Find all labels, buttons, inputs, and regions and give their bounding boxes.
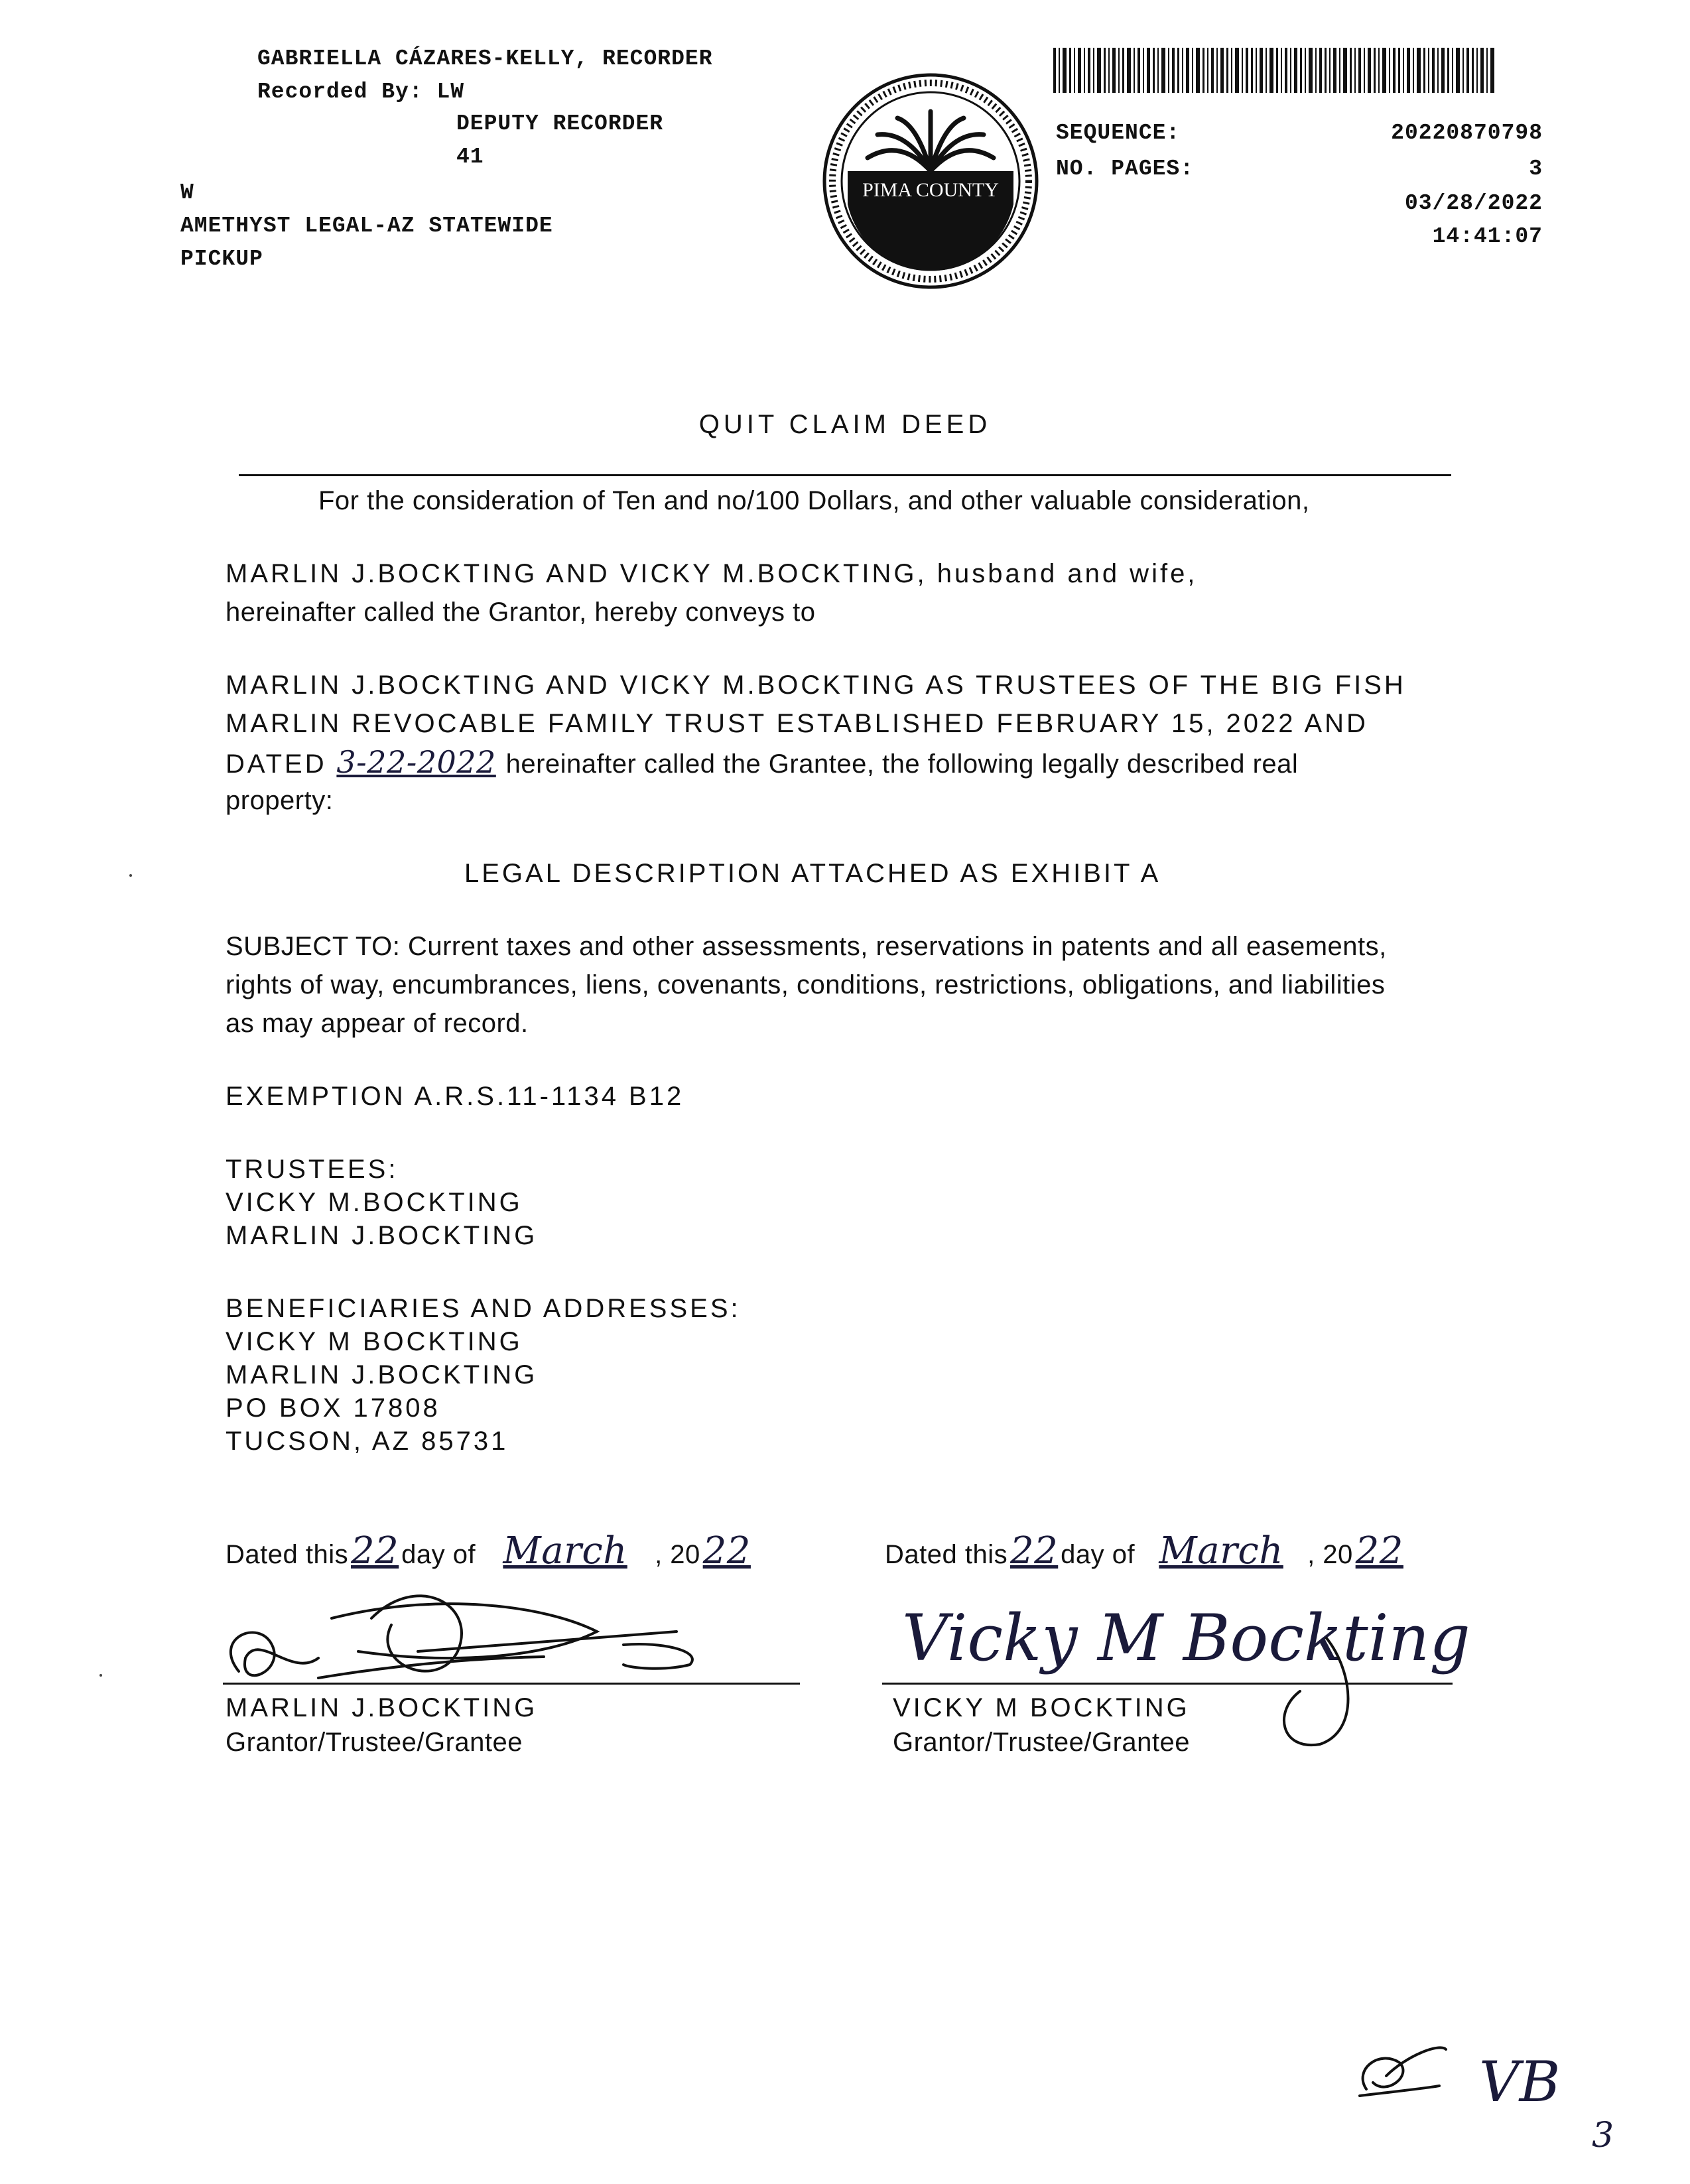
beneficiaries-heading: BENEFICIARIES AND ADDRESSES: xyxy=(226,1294,741,1323)
legal-description-note: LEGAL DESCRIPTION ATTACHED AS EXHIBIT A xyxy=(464,859,1161,888)
right-signer-name: VICKY M BOCKTING xyxy=(893,1693,1190,1722)
left-signer-role: Grantor/Trustee/Grantee xyxy=(226,1728,523,1757)
delivery-method: PICKUP xyxy=(180,247,263,271)
record-date: 03/28/2022 xyxy=(1404,191,1543,216)
left-month: March xyxy=(503,1529,627,1573)
grantee-line-3 xyxy=(226,743,1298,783)
beneficiary-address-1: PO BOX 17808 xyxy=(226,1393,440,1423)
scan-speck xyxy=(129,874,132,877)
right-dated-line xyxy=(885,1529,1406,1574)
left-year: 22 xyxy=(702,1529,751,1573)
right-signature-line xyxy=(882,1683,1453,1685)
grantee-line-3-text: hereinafter called the Grantee, the following legally described real xyxy=(505,749,1299,779)
deed-title: QUIT CLAIM DEED xyxy=(698,410,992,439)
page-number-mark: 3 xyxy=(1592,2116,1614,2155)
grantee-line-4: property: xyxy=(226,786,334,815)
exemption-line: EXEMPTION A.R.S.11-1134 B12 xyxy=(226,1082,684,1111)
beneficiary-2: MARLIN J.BOCKTING xyxy=(226,1360,538,1389)
scan-speck xyxy=(99,1674,102,1677)
left-year-prefix: , 20 xyxy=(655,1540,700,1569)
sequence-label: SEQUENCE: xyxy=(1056,121,1181,145)
left-dated-line xyxy=(226,1529,753,1574)
record-time: 14:41:07 xyxy=(1432,224,1543,249)
pages-value: 3 xyxy=(1529,157,1543,181)
right-month: March xyxy=(1159,1529,1283,1573)
seal-label: PIMA COUNTY xyxy=(862,179,999,201)
right-day-of: day of xyxy=(1061,1540,1136,1569)
consideration-clause: For the consideration of Ten and no/100 Dollars, and other valuable consideration, xyxy=(318,486,1310,515)
subject-line-3: as may appear of record. xyxy=(226,1009,529,1038)
vicky-signature-flourish xyxy=(1260,1632,1393,1764)
right-signer-role: Grantor/Trustee/Grantee xyxy=(893,1728,1190,1757)
recorder-name: GABRIELLA CÁZARES-KELLY, RECORDER xyxy=(257,46,713,71)
right-year-prefix: , 20 xyxy=(1307,1540,1353,1569)
pages-label: NO. PAGES: xyxy=(1056,157,1195,181)
grantor-line-1: MARLIN J.BOCKTING AND VICKY M.BOCKTING, husband and wife, xyxy=(226,559,1198,588)
trustees-heading: TRUSTEES: xyxy=(226,1155,399,1184)
barcode-bars xyxy=(1053,48,1499,93)
title-rule xyxy=(239,474,1451,476)
pima-county-seal xyxy=(821,72,1040,290)
barcode xyxy=(1053,48,1499,93)
vicky-signature: Vicky M Bockting xyxy=(902,1601,1470,1675)
right-day: 22 xyxy=(1009,1529,1059,1573)
left-signer-name: MARLIN J.BOCKTING xyxy=(226,1693,538,1722)
beneficiary-address-2: TUCSON, AZ 85731 xyxy=(226,1427,509,1456)
deputy-number: 41 xyxy=(456,145,484,169)
grantee-line-1: MARLIN J.BOCKTING AND VICKY M.BOCKTING AS TRUSTEES OF THE BIG FISH xyxy=(226,671,1406,700)
grantor-line-2: hereinafter called the Grantor, hereby conveys to xyxy=(226,598,816,627)
right-year: 22 xyxy=(1355,1529,1403,1573)
left-dated-prefix: Dated this xyxy=(226,1540,349,1569)
w-mark: W xyxy=(180,180,194,205)
trustee-1: VICKY M.BOCKTING xyxy=(226,1188,523,1217)
marlin-initials xyxy=(1346,2029,1453,2109)
subject-line-1: SUBJECT TO: Current taxes and other assessments, reservations in patents and all easements, xyxy=(226,932,1387,961)
beneficiary-1: VICKY M BOCKTING xyxy=(226,1327,523,1356)
sequence-value: 20220870798 xyxy=(1391,121,1543,145)
grantee-line-2: MARLIN REVOCABLE FAMILY TRUST ESTABLISHED FEBRUARY 15, 2022 AND xyxy=(226,709,1368,738)
vicky-initials: VB xyxy=(1479,2049,1561,2114)
right-dated-prefix: Dated this xyxy=(885,1540,1008,1569)
left-day-of: day of xyxy=(401,1540,476,1569)
subject-line-2: rights of way, encumbrances, liens, covenants, conditions, restrictions, obligations, and liabilities xyxy=(226,970,1386,999)
deputy-recorder: DEPUTY RECORDER xyxy=(456,111,664,136)
handwritten-trust-date: 3-22-2022 xyxy=(336,744,496,780)
left-day: 22 xyxy=(350,1529,399,1573)
recorded-by: Recorded By: LW xyxy=(257,80,465,104)
submitter: AMETHYST LEGAL-AZ STATEWIDE xyxy=(180,214,553,238)
left-signature-line xyxy=(223,1683,800,1685)
dated-label: DATED xyxy=(226,749,327,779)
trustee-2: MARLIN J.BOCKTING xyxy=(226,1221,538,1250)
